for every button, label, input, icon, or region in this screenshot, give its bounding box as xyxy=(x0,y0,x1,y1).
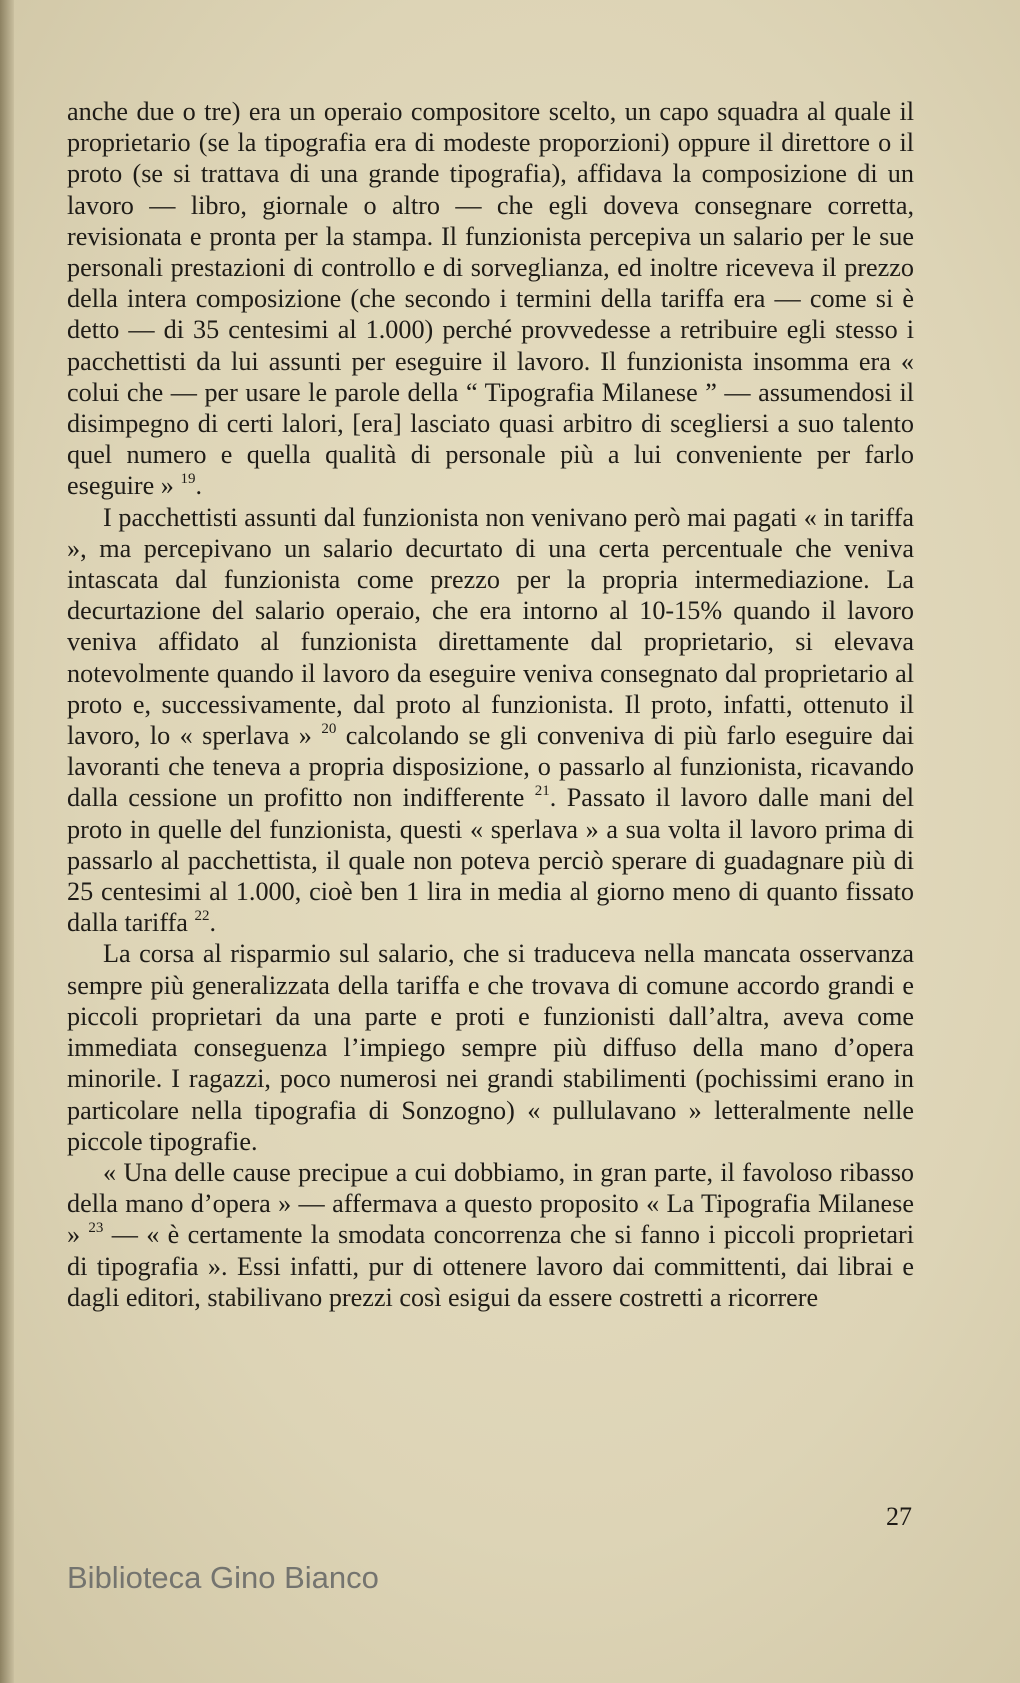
text-run: . xyxy=(209,908,217,938)
paragraph xyxy=(67,502,914,939)
footnote-ref: 22 xyxy=(194,908,210,925)
text-run: « Una delle cause precipue a cui dobbiamo, in gran parte, il favoloso ribasso della mano d’opera » — affermava a questo proposito « La Tipografia Milanese » xyxy=(67,1157,914,1250)
body-text xyxy=(67,96,914,1313)
footnote-ref: 19 xyxy=(180,471,196,488)
footnote-ref: 23 xyxy=(88,1220,104,1237)
page-number: 27 xyxy=(886,1502,912,1531)
text-run: anche due o tre) era un operaio compositore scelto, un capo squadra al quale il proprietario (se la tipografia era di modeste proporzioni) oppure il direttore o il proto (se si trattava di una grande tipografia), affidava la composizione di un lavoro — libro, giornale o altro — che egli doveva consegnare corretta, revisionata e pronta per la stampa. Il funzionista percepiva un salario per le sue personali prestazioni di controllo e di sorveglianza, ed inoltre riceveva il prezzo della intera composizione (che secondo i termini della tariffa era — come si è detto — di 35 centesimi al 1.000) perché provvedesse a retribuire egli stesso i pacchettisti da lui assunti per eseguire il lavoro. Il funzionista insomma era « colui che — per usare le parole della “ Tipografia Milanese ” — assumendosi il disimpegno di certi lalori, [era] lasciato quasi arbitro di scegliersi a suo talento quel numero e quella qualità di personale più a lui conveniente per farlo eseguire » xyxy=(67,97,914,501)
footnote-ref: 21 xyxy=(534,783,550,800)
paragraph xyxy=(67,1157,914,1313)
text-run: I pacchettisti assunti dal funzionista non venivano però mai pagati « in tariffa », ma percepivano un salario decurtato di una certa percentuale che veniva intascata dal funzionista come prezzo per la propria intermediazione. La decurtazione del salario operaio, che era intorno al 10-15% quando il lavoro veniva affidato al funzionista direttamente dal proprietario, si elevava notevolmente quando il lavoro da eseguire veniva consegnato dal proprietario al proto e, successivamente, dal proto al funzionista. Il proto, infatti, ottenuto il lavoro, lo « sperlava » xyxy=(67,502,914,751)
library-watermark: Biblioteca Gino Bianco xyxy=(67,1560,379,1595)
footnote-ref: 20 xyxy=(321,721,337,738)
paragraph xyxy=(67,96,914,502)
text-run: . xyxy=(195,471,202,501)
page-spine-shadow xyxy=(0,0,14,1683)
text-run: — « è certamente la smodata concorrenza che si fanno i piccoli proprietari di tipografia ». Essi infatti, pur di ottenere lavoro dai committenti, dai librai e dagli editori, stabilivano prezzi così esigui da essere costretti a ricorrere xyxy=(67,1220,914,1312)
text-run: La corsa al risparmio sul salario, che si traduceva nella mancata osservanza sempre più generalizzata della tariffa e che trovava di comune accordo grandi e piccoli proprietari da una parte e proti e funzionisti dall’altra, aveva come immediata conseguenza l’impiego sempre più diffuso della mano d’opera minorile. I ragazzi, poco numerosi nei grandi stabilimenti (pochissimi erano in particolare nella tipografia di Sonzogno) « pullulavano » letteralmente nelle piccole tipografie. xyxy=(67,939,914,1156)
paragraph xyxy=(67,938,914,1156)
text-run: . Passato il lavoro dalle mani del proto in quelle del funzionista, questi « sperlava » a sua volta il lavoro prima di passarlo al pacchettista, il quale non poteva perciò sperare di guadagnare più di 25 centesimi al 1.000, cioè ben 1 lira in media al giorno meno di quanto fissato dalla tariffa xyxy=(67,783,915,938)
text-run: calcolando se gli conveniva di più farlo eseguire dai lavoranti che teneva a propria disposizione, o passarlo al funzionista, ricavando dalla cessione un profitto non indifferente xyxy=(67,721,915,813)
